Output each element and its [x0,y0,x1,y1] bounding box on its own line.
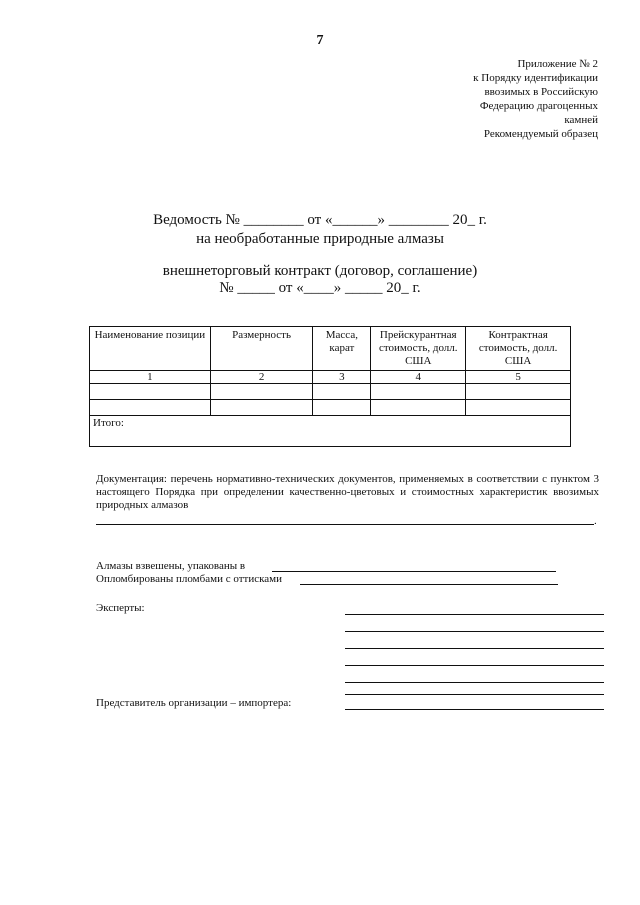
experts-label: Эксперты: [96,602,145,614]
table-cell[interactable] [313,400,371,416]
sealed-field-line[interactable] [300,584,558,585]
annex-line: Рекомендуемый образец [483,128,598,140]
annex-line: ввозимых в Российскую [484,86,598,98]
total-label: Итого: [90,416,571,447]
table-cell[interactable] [210,384,313,400]
statement-title: Ведомость № ________ от «______» ________ 20_ г. [153,212,487,228]
annex-block [378,57,598,141]
representative-signature-line[interactable] [345,709,604,710]
column-number: 1 [90,371,211,384]
contract-title: внешнеторговый контракт (договор, соглашение) [162,263,478,279]
annex-line: Приложение № 2 [517,58,598,70]
column-number-row [90,371,571,384]
documentation-line[interactable] [96,524,594,525]
statement-subtitle: на необработанные природные алмазы [196,231,444,247]
column-number: 4 [371,371,466,384]
table-cell[interactable] [90,400,211,416]
column-header: Масса, карат [313,327,371,371]
table-header-row [90,327,571,371]
expert-signature-line[interactable] [345,614,604,615]
expert-signature-line[interactable] [345,694,604,695]
table-cell[interactable] [371,400,466,416]
expert-signature-line[interactable] [345,682,604,683]
table-cell[interactable] [466,384,571,400]
column-number: 5 [466,371,571,384]
expert-signature-line[interactable] [345,631,604,632]
annex-line: к Порядку идентификации [473,72,598,84]
total-row [90,416,571,447]
documentation-text: Документация: перечень нормативно-технических документов, применяемых в соответствии с пунктом 3 настоящего Порядка при определении качественно-цветовых и стоимостных характеристик ввозимых природных алмазов [96,473,599,511]
sealed-label: Опломбированы пломбами с оттисками [96,573,282,585]
weighed-field-line[interactable] [272,571,556,572]
table-row [90,400,571,416]
table-cell[interactable] [371,384,466,400]
annex-line: Федерацию драгоценных [479,100,598,112]
column-number: 3 [313,371,371,384]
column-header: Контрактная стоимость, долл. США [466,327,571,371]
column-header: Размерность [210,327,313,371]
representative-label: Представитель организации – импортера: [96,697,292,709]
statement-table [89,326,571,447]
expert-signature-line[interactable] [345,648,604,649]
documentation-end-mark: . [594,515,597,527]
column-header: Прейскурантная стоимость, долл. США [371,327,466,371]
column-header: Наименование позиции [90,327,211,371]
table-cell[interactable] [90,384,211,400]
contract-number-line: № _____ от «____» _____ 20_ г. [219,280,421,296]
table-cell[interactable] [466,400,571,416]
weighed-label: Алмазы взвешены, упакованы в [96,560,246,572]
table-cell[interactable] [313,384,371,400]
table-row [90,384,571,400]
page-number: 7 [316,33,324,48]
table-cell[interactable] [210,400,313,416]
annex-line: камней [564,114,598,126]
column-number: 2 [210,371,313,384]
expert-signature-line[interactable] [345,665,604,666]
